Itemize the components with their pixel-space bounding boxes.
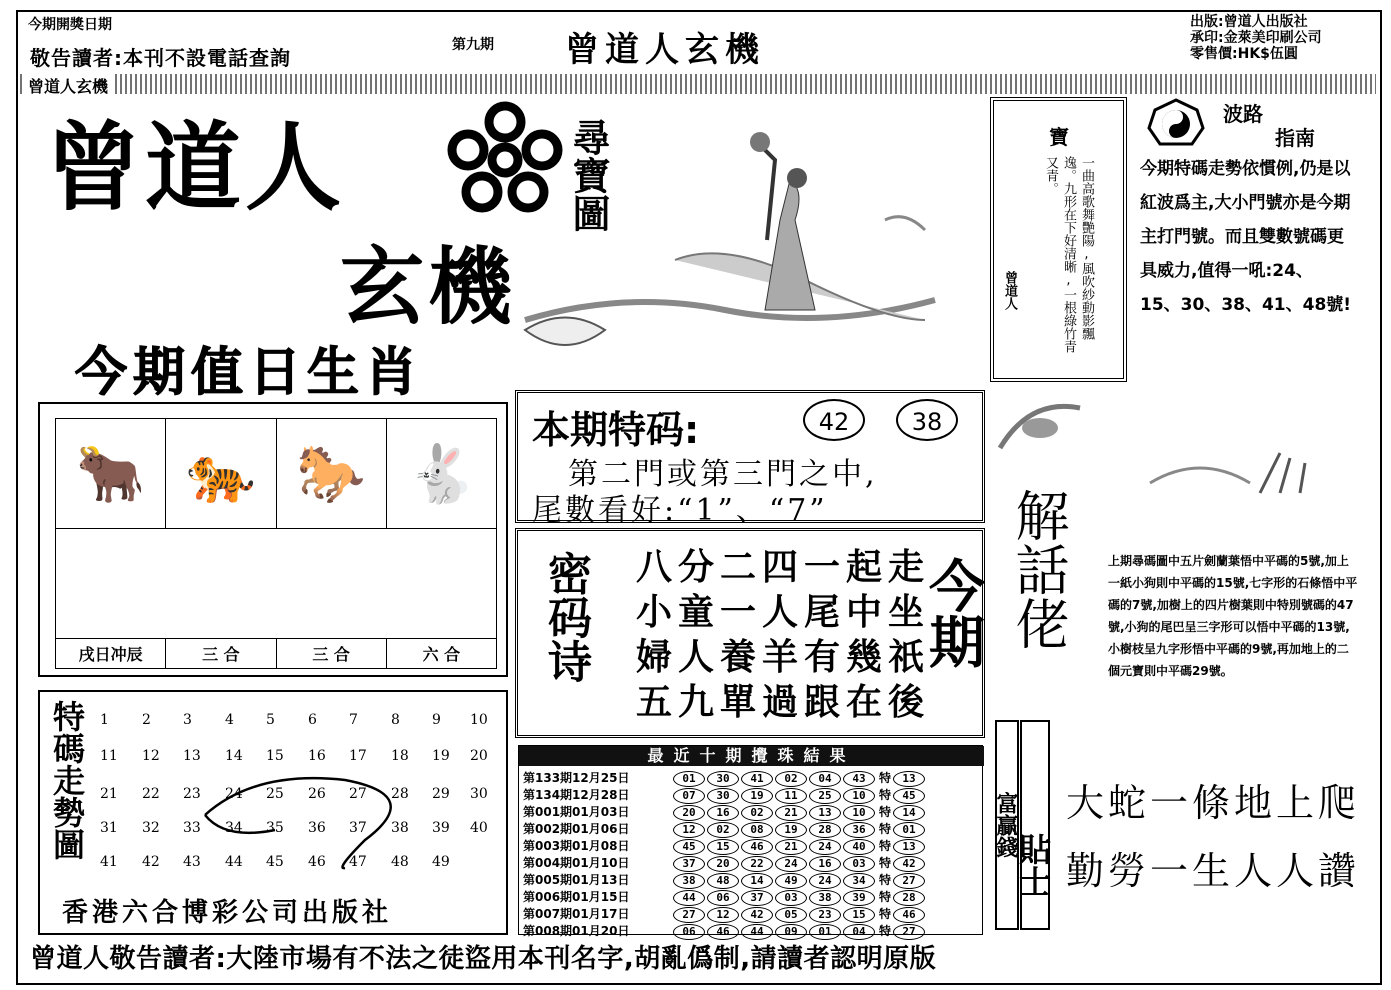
zodiac-blank <box>56 529 497 639</box>
result-ball: 39 <box>843 890 875 906</box>
result-ball: 11 <box>775 788 807 804</box>
printer-line: 承印:金萊美印刷公司 <box>1190 30 1322 46</box>
result-ball: 44 <box>741 924 773 940</box>
result-ball: 15 <box>707 839 739 855</box>
result-ball: 24 <box>809 839 841 855</box>
ox-icon: 🐂 <box>75 441 146 507</box>
result-row <box>523 872 983 889</box>
result-ball: 16 <box>809 856 841 872</box>
result-ball: 01 <box>809 924 841 940</box>
issue-number: 第九期 <box>452 37 494 53</box>
result-ball: 25 <box>809 788 841 804</box>
result-ball: 12 <box>707 907 739 923</box>
special-label: 特 <box>879 907 892 921</box>
trend-number: 47 <box>349 854 367 870</box>
special-label: 特 <box>879 805 892 819</box>
trend-number: 24 <box>225 786 243 802</box>
wave-guide-text: 今期特碼走勢依慣例,仍是以紅波爲主,大小門號亦是今期主打門號。而且雙數號碼更具威力,值得一吼:24、15、30、38、41、48號! <box>1140 159 1352 315</box>
trend-number: 36 <box>308 820 326 836</box>
special-code-line2: 尾數看好:“1”、“7” <box>532 493 828 528</box>
result-ball: 42 <box>741 907 773 923</box>
trend-number: 22 <box>142 786 160 802</box>
result-period: 第008期01月20日 <box>523 924 630 938</box>
dog-illustration <box>990 388 1090 458</box>
trend-number: 13 <box>183 748 201 764</box>
treasure-map-label: 尋寶圖 <box>566 118 610 232</box>
result-row <box>523 838 983 855</box>
special-label: 特 <box>879 788 892 802</box>
poem-lines <box>1041 156 1095 356</box>
secret-poem-line: 八分二四一起走 <box>636 547 931 588</box>
result-ball: 02 <box>707 822 739 838</box>
result-ball: 45 <box>673 839 705 855</box>
result-special-ball: 28 <box>893 890 925 906</box>
result-ball: 19 <box>775 822 807 838</box>
trend-number: 43 <box>183 854 201 870</box>
trend-number: 20 <box>470 748 488 764</box>
price-line: 零售價:HK$伍圓 <box>1190 46 1298 62</box>
trend-number: 42 <box>142 854 160 870</box>
result-special-ball: 45 <box>893 788 925 804</box>
result-period: 第133期12月25日 <box>523 771 630 785</box>
trend-curve <box>195 760 415 870</box>
trend-number: 31 <box>100 820 118 836</box>
results-box <box>518 745 983 938</box>
notice-banner: 敬告讀者:本刊不設電話查詢 <box>30 46 291 70</box>
results-rows <box>523 770 983 940</box>
poem-line: 一曲高歌舞艷陽, <box>1079 156 1094 262</box>
result-ball: 23 <box>809 907 841 923</box>
result-ball: 15 <box>843 907 875 923</box>
result-ball: 40 <box>843 839 875 855</box>
trend-number: 5 <box>266 712 275 728</box>
result-period: 第134期12月28日 <box>523 788 630 802</box>
trend-number: 19 <box>432 748 450 764</box>
trend-number: 32 <box>142 820 160 836</box>
result-ball: 04 <box>809 771 841 787</box>
result-ball: 36 <box>843 822 875 838</box>
result-row <box>523 855 983 872</box>
trend-number: 45 <box>266 854 284 870</box>
secret-poem-line: 五九單過跟在後 <box>636 682 931 723</box>
special-label: 特 <box>879 890 892 904</box>
explain-label: 解話佬 <box>1007 488 1070 650</box>
result-ball: 38 <box>673 873 705 889</box>
tips-line2: 勤勞一生人人讚 <box>1066 849 1361 893</box>
trend-number: 49 <box>432 854 450 870</box>
result-ball: 10 <box>843 805 875 821</box>
wave-guide <box>1135 94 1360 384</box>
trend-number: 4 <box>225 712 234 728</box>
tips-line1: 大蛇一條地上爬 <box>1066 781 1361 825</box>
trend-label: 特碼走勢圖 <box>48 700 86 860</box>
result-period: 第007期01月17日 <box>523 907 630 921</box>
poem-line: 風吹紗動影飄逸。 <box>1061 156 1094 340</box>
result-ball: 06 <box>673 924 705 940</box>
special-label: 特 <box>879 822 892 836</box>
result-ball: 49 <box>775 873 807 889</box>
trend-number: 6 <box>308 712 317 728</box>
trend-number: 34 <box>225 820 243 836</box>
zodiac-label: 戌日冲辰 <box>56 639 166 669</box>
trend-number: 16 <box>308 748 326 764</box>
trend-number: 10 <box>470 712 488 728</box>
top-left-note: 今期開獎日期 <box>28 17 112 33</box>
trend-number: 9 <box>432 712 441 728</box>
leaf-illustration <box>1140 443 1350 513</box>
result-ball: 27 <box>673 907 705 923</box>
trend-number: 23 <box>183 786 201 802</box>
result-ball: 13 <box>809 805 841 821</box>
result-special-ball: 27 <box>893 924 925 940</box>
result-ball: 02 <box>741 805 773 821</box>
result-ball: 02 <box>775 771 807 787</box>
special-number-2: 38 <box>896 399 958 441</box>
trend-number: 2 <box>142 712 151 728</box>
masthead: 曾道人玄機 <box>565 30 765 70</box>
special-code-line1: 第二門或第三門之中, <box>568 457 878 492</box>
top-border-band <box>20 74 1376 94</box>
special-number-1: 42 <box>803 399 865 441</box>
explain-box <box>990 388 1360 718</box>
trend-number: 38 <box>391 820 409 836</box>
result-ball: 14 <box>741 873 773 889</box>
special-label: 特 <box>879 856 892 870</box>
result-row <box>523 906 983 923</box>
zodiac-cell <box>386 419 496 529</box>
wave-guide-title-top: 波路 <box>1223 102 1263 126</box>
result-ball: 24 <box>775 856 807 872</box>
zodiac-table <box>55 418 497 669</box>
result-ball: 20 <box>673 805 705 821</box>
result-ball: 37 <box>673 856 705 872</box>
trend-number: 27 <box>349 786 367 802</box>
poem-signature: 曾道人 <box>1002 271 1017 310</box>
trend-number: 29 <box>432 786 450 802</box>
result-ball: 34 <box>843 873 875 889</box>
result-period: 第004期01月10日 <box>523 856 630 870</box>
trend-number: 28 <box>391 786 409 802</box>
result-special-ball: 01 <box>893 822 925 838</box>
zodiac-cell <box>56 419 166 529</box>
zodiac-label: 三 合 <box>166 639 276 669</box>
result-special-ball: 13 <box>893 839 925 855</box>
trend-number: 40 <box>470 820 488 836</box>
trend-publisher: 香港六合博彩公司出版社 <box>62 898 393 928</box>
result-ball: 09 <box>775 924 807 940</box>
trend-number: 11 <box>100 748 118 764</box>
trend-number: 17 <box>349 748 367 764</box>
result-ball: 20 <box>707 856 739 872</box>
trend-number: 12 <box>142 748 160 764</box>
result-ball: 05 <box>775 907 807 923</box>
rabbit-icon: 🐇 <box>406 441 477 507</box>
trend-number: 15 <box>266 748 284 764</box>
result-ball: 16 <box>707 805 739 821</box>
trend-number: 48 <box>391 854 409 870</box>
result-ball: 37 <box>741 890 773 906</box>
result-ball: 24 <box>809 873 841 889</box>
zodiac-cell <box>166 419 276 529</box>
result-special-ball: 42 <box>893 856 925 872</box>
trend-number: 18 <box>391 748 409 764</box>
poem-title: 寶 <box>1049 125 1069 149</box>
horse-icon: 🐎 <box>296 441 366 507</box>
secret-poem-label: 密码诗 <box>540 551 591 683</box>
result-ball: 19 <box>741 788 773 804</box>
result-ball: 41 <box>741 771 773 787</box>
result-ball: 04 <box>843 924 875 940</box>
tiger-icon: 🐅 <box>186 441 256 507</box>
result-ball: 21 <box>775 839 807 855</box>
result-period: 第001期01月03日 <box>523 805 630 819</box>
result-ball: 07 <box>673 788 705 804</box>
result-row <box>523 804 983 821</box>
zodiac-title: 今期值日生肖 <box>75 343 424 403</box>
result-ball: 38 <box>809 890 841 906</box>
this-issue-label: 今期 <box>920 557 985 669</box>
poem-line: 一根綠竹青又青。 <box>1043 156 1076 353</box>
secret-poem-box <box>515 528 985 738</box>
treasure-illustration <box>505 120 945 370</box>
trend-number: 46 <box>308 854 326 870</box>
result-ball: 28 <box>809 822 841 838</box>
special-label: 特 <box>879 873 892 887</box>
trend-number: 39 <box>432 820 450 836</box>
trend-number: 25 <box>266 786 284 802</box>
result-ball: 30 <box>707 771 739 787</box>
result-special-ball: 27 <box>893 873 925 889</box>
trend-number: 37 <box>349 820 367 836</box>
result-ball: 44 <box>673 890 705 906</box>
special-label: 特 <box>879 839 892 853</box>
publisher-line: 出版:曾道人出版社 <box>1190 14 1308 30</box>
result-ball: 01 <box>673 771 705 787</box>
result-ball: 46 <box>707 924 739 940</box>
result-period: 第003期01月08日 <box>523 839 630 853</box>
result-ball: 08 <box>741 822 773 838</box>
wave-guide-title-bottom: 指南 <box>1275 126 1315 150</box>
top-border-text: 曾道人玄機 <box>24 74 112 97</box>
result-special-ball: 14 <box>893 805 925 821</box>
tips-label-a: 富贏錢 <box>995 720 1019 930</box>
zodiac-cell <box>276 419 386 529</box>
result-ball: 22 <box>741 856 773 872</box>
trend-number: 7 <box>349 712 358 728</box>
result-row <box>523 889 983 906</box>
yin-yang-icon <box>1147 98 1205 148</box>
result-ball: 06 <box>707 890 739 906</box>
result-ball: 30 <box>707 788 739 804</box>
trend-number: 35 <box>266 820 284 836</box>
secret-poem-line: 小童一人尾中坐 <box>636 592 931 633</box>
result-period: 第006期01月15日 <box>523 890 630 904</box>
result-row <box>523 787 983 804</box>
secret-poem-lines <box>636 545 930 725</box>
trend-number: 8 <box>391 712 400 728</box>
trend-number: 14 <box>225 748 243 764</box>
results-title: 最近十期攪珠結果 <box>519 746 984 766</box>
special-code-box <box>515 390 985 528</box>
result-period: 第005期01月13日 <box>523 873 630 887</box>
trend-number: 1 <box>100 712 109 728</box>
brand-subtitle: 玄機 <box>340 238 517 336</box>
result-period: 第002期01月06日 <box>523 822 630 836</box>
explain-text: 上期尋碼圖中五片劍蘭葉悟中平碼的5號,加上一紙小狗則中平碼的15號,七字形的石條悟中平碼的7號,加樹上的四片樹葉則中特別號碼的47號,小狗的尾巴呈三字形可以悟中平碼的13號,小樹枝呈九字形悟中平碼的9號,再加地上的二個元寶則中平碼29號。 <box>1108 554 1358 678</box>
result-special-ball: 13 <box>893 771 925 787</box>
footer-warning: 曾道人敬告讀者:大陸市場有不法之徒盜用本刊名字,胡亂僞制,請讀者認明原版 <box>30 944 937 974</box>
trend-number: 33 <box>183 820 201 836</box>
result-special-ball: 46 <box>893 907 925 923</box>
trend-number: 3 <box>183 712 192 728</box>
result-ball: 03 <box>775 890 807 906</box>
result-ball: 48 <box>707 873 739 889</box>
tips-label-b: 貼士 <box>1020 720 1050 930</box>
result-row <box>523 821 983 838</box>
poem-box <box>990 97 1127 382</box>
special-label: 特 <box>879 924 892 938</box>
trend-number: 26 <box>308 786 326 802</box>
zodiac-label: 六 合 <box>386 639 496 669</box>
zodiac-label: 三 合 <box>276 639 386 669</box>
trend-number: 44 <box>225 854 243 870</box>
poem-line: 九形在下好清晰, <box>1061 182 1076 288</box>
result-ball: 43 <box>843 771 875 787</box>
trend-number: 41 <box>100 854 118 870</box>
result-ball: 21 <box>775 805 807 821</box>
secret-poem-line: 婦人養羊有幾祇 <box>636 637 931 678</box>
brand-title: 曾道人 <box>45 111 345 224</box>
result-ball: 46 <box>741 839 773 855</box>
trend-number: 30 <box>470 786 488 802</box>
result-ball: 03 <box>843 856 875 872</box>
special-code-title: 本期特码: <box>532 408 700 452</box>
result-ball: 12 <box>673 822 705 838</box>
trend-number: 21 <box>100 786 118 802</box>
result-ball: 10 <box>843 788 875 804</box>
result-row <box>523 770 983 787</box>
special-label: 特 <box>879 771 892 785</box>
